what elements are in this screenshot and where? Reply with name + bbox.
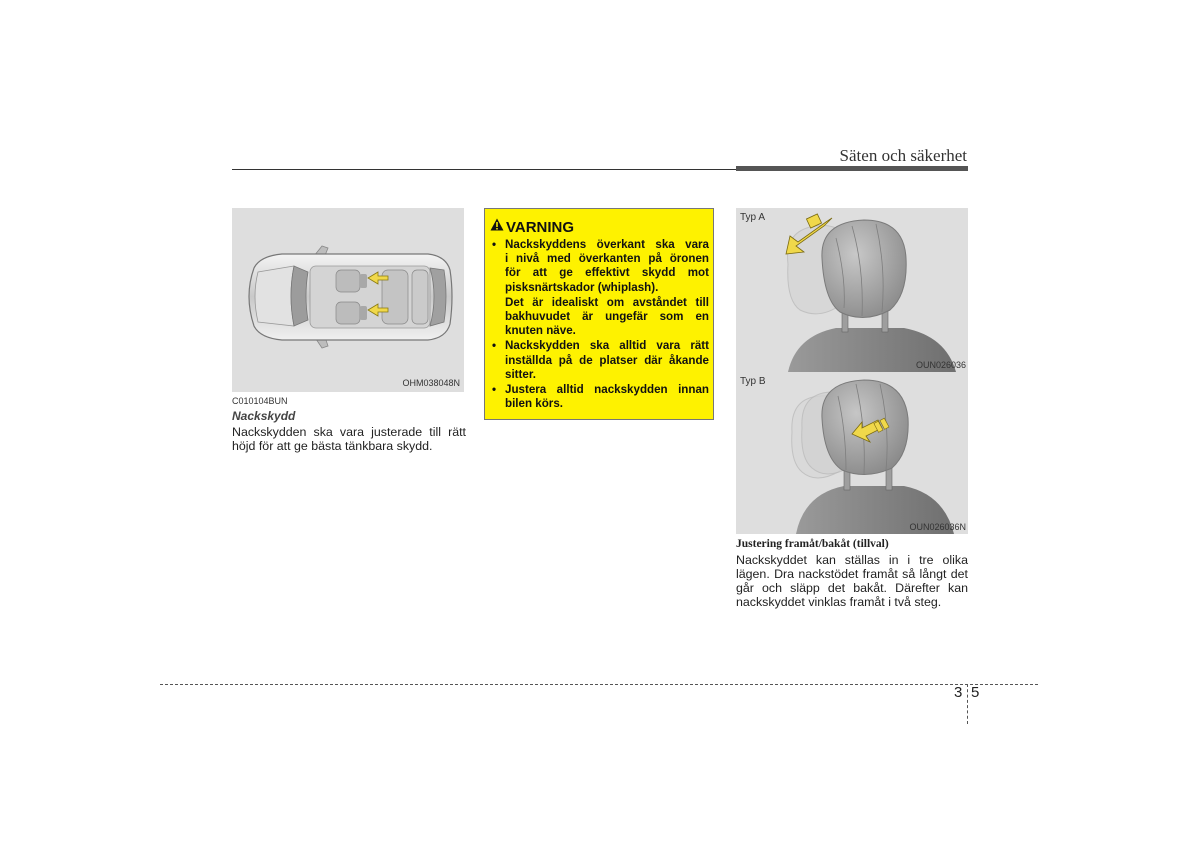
warning-line: sitter. xyxy=(505,367,536,381)
headrest-type-a-illustration xyxy=(736,208,968,372)
warning-line: i nivå med överkanten på öronen xyxy=(505,252,709,266)
adjustment-body xyxy=(736,553,968,609)
warning-line: Nackskydden ska alltid vara rätt xyxy=(505,339,709,353)
warning-item: • Nackskyddens överkant ska vara i nivå med överkanten på öronen för att ge effektivt skydd mot pisksnärtskador (whiplash). Det är idealiskt om avståndet till bakhuvudet är ungefär som en knuten näve. xyxy=(492,238,709,338)
section-heading: Nackskydd xyxy=(232,409,296,423)
body-line: höjd för att ge bästa tänkbara skydd. xyxy=(232,439,433,453)
car-top-view-illustration xyxy=(232,208,464,392)
warning-line: Justera alltid nackskydden innan xyxy=(505,383,709,397)
footer-rule xyxy=(160,684,1038,685)
type-a-code: OUN026036 xyxy=(915,360,966,370)
body-line: går och släpp det bakåt. Därefter kan xyxy=(736,581,968,595)
type-b-code: OUN026036N xyxy=(909,522,966,532)
body-line: nackskyddet vinklas framåt i två steg. xyxy=(736,595,942,609)
headrest-type-b-figure xyxy=(736,372,968,534)
warning-line: Det är idealiskt om avståndet till xyxy=(505,295,709,309)
adjustment-subheading: Justering framåt/bakåt (tillval) xyxy=(736,538,889,550)
headrest-type-a-figure xyxy=(736,208,968,372)
chapter-number: 3 xyxy=(954,684,963,701)
type-a-label: Typ A xyxy=(740,212,766,223)
warning-line: Nackskyddens överkant ska vara xyxy=(505,238,709,251)
warning-triangle-icon xyxy=(490,218,504,231)
page-number: 5 xyxy=(971,684,980,701)
warning-line: knuten näve. xyxy=(505,324,576,338)
figure-code: OHM038048N xyxy=(402,378,460,388)
warning-line: pisksnärtskador (whiplash). xyxy=(505,280,659,294)
footer-divider xyxy=(967,684,968,724)
body-line: Nackskydden ska vara justerade till rätt xyxy=(232,425,466,439)
warning-title: VARNING xyxy=(506,219,575,236)
header-bar xyxy=(736,166,968,171)
type-b-label: Typ B xyxy=(740,376,766,387)
page-header-title: Säten och säkerhet xyxy=(839,146,967,165)
header-rule xyxy=(232,169,736,170)
warning-line: bilen körs. xyxy=(505,397,563,411)
body-line: lägen. Dra nackstödet framåt så långt det xyxy=(736,567,968,581)
warning-item: • Justera alltid nackskydden innan bilen körs. xyxy=(492,383,709,411)
car-top-view-figure xyxy=(232,208,464,392)
warning-item: • Nackskydden ska alltid vara rätt inställda på de platser där åkande sitter. xyxy=(492,339,709,381)
warning-line: inställda på de platser där åkande xyxy=(505,353,709,367)
body-line: Nackskyddet kan ställas in i tre olika xyxy=(736,553,968,567)
section-body xyxy=(232,425,466,453)
warning-list xyxy=(491,238,709,412)
warning-line: bakhuvudet är ungefär som en xyxy=(505,310,709,324)
section-code: C010104BUN xyxy=(232,396,288,406)
headrest-type-b-illustration xyxy=(736,372,968,534)
warning-line: för att ge effektivt skydd mot xyxy=(505,266,709,280)
